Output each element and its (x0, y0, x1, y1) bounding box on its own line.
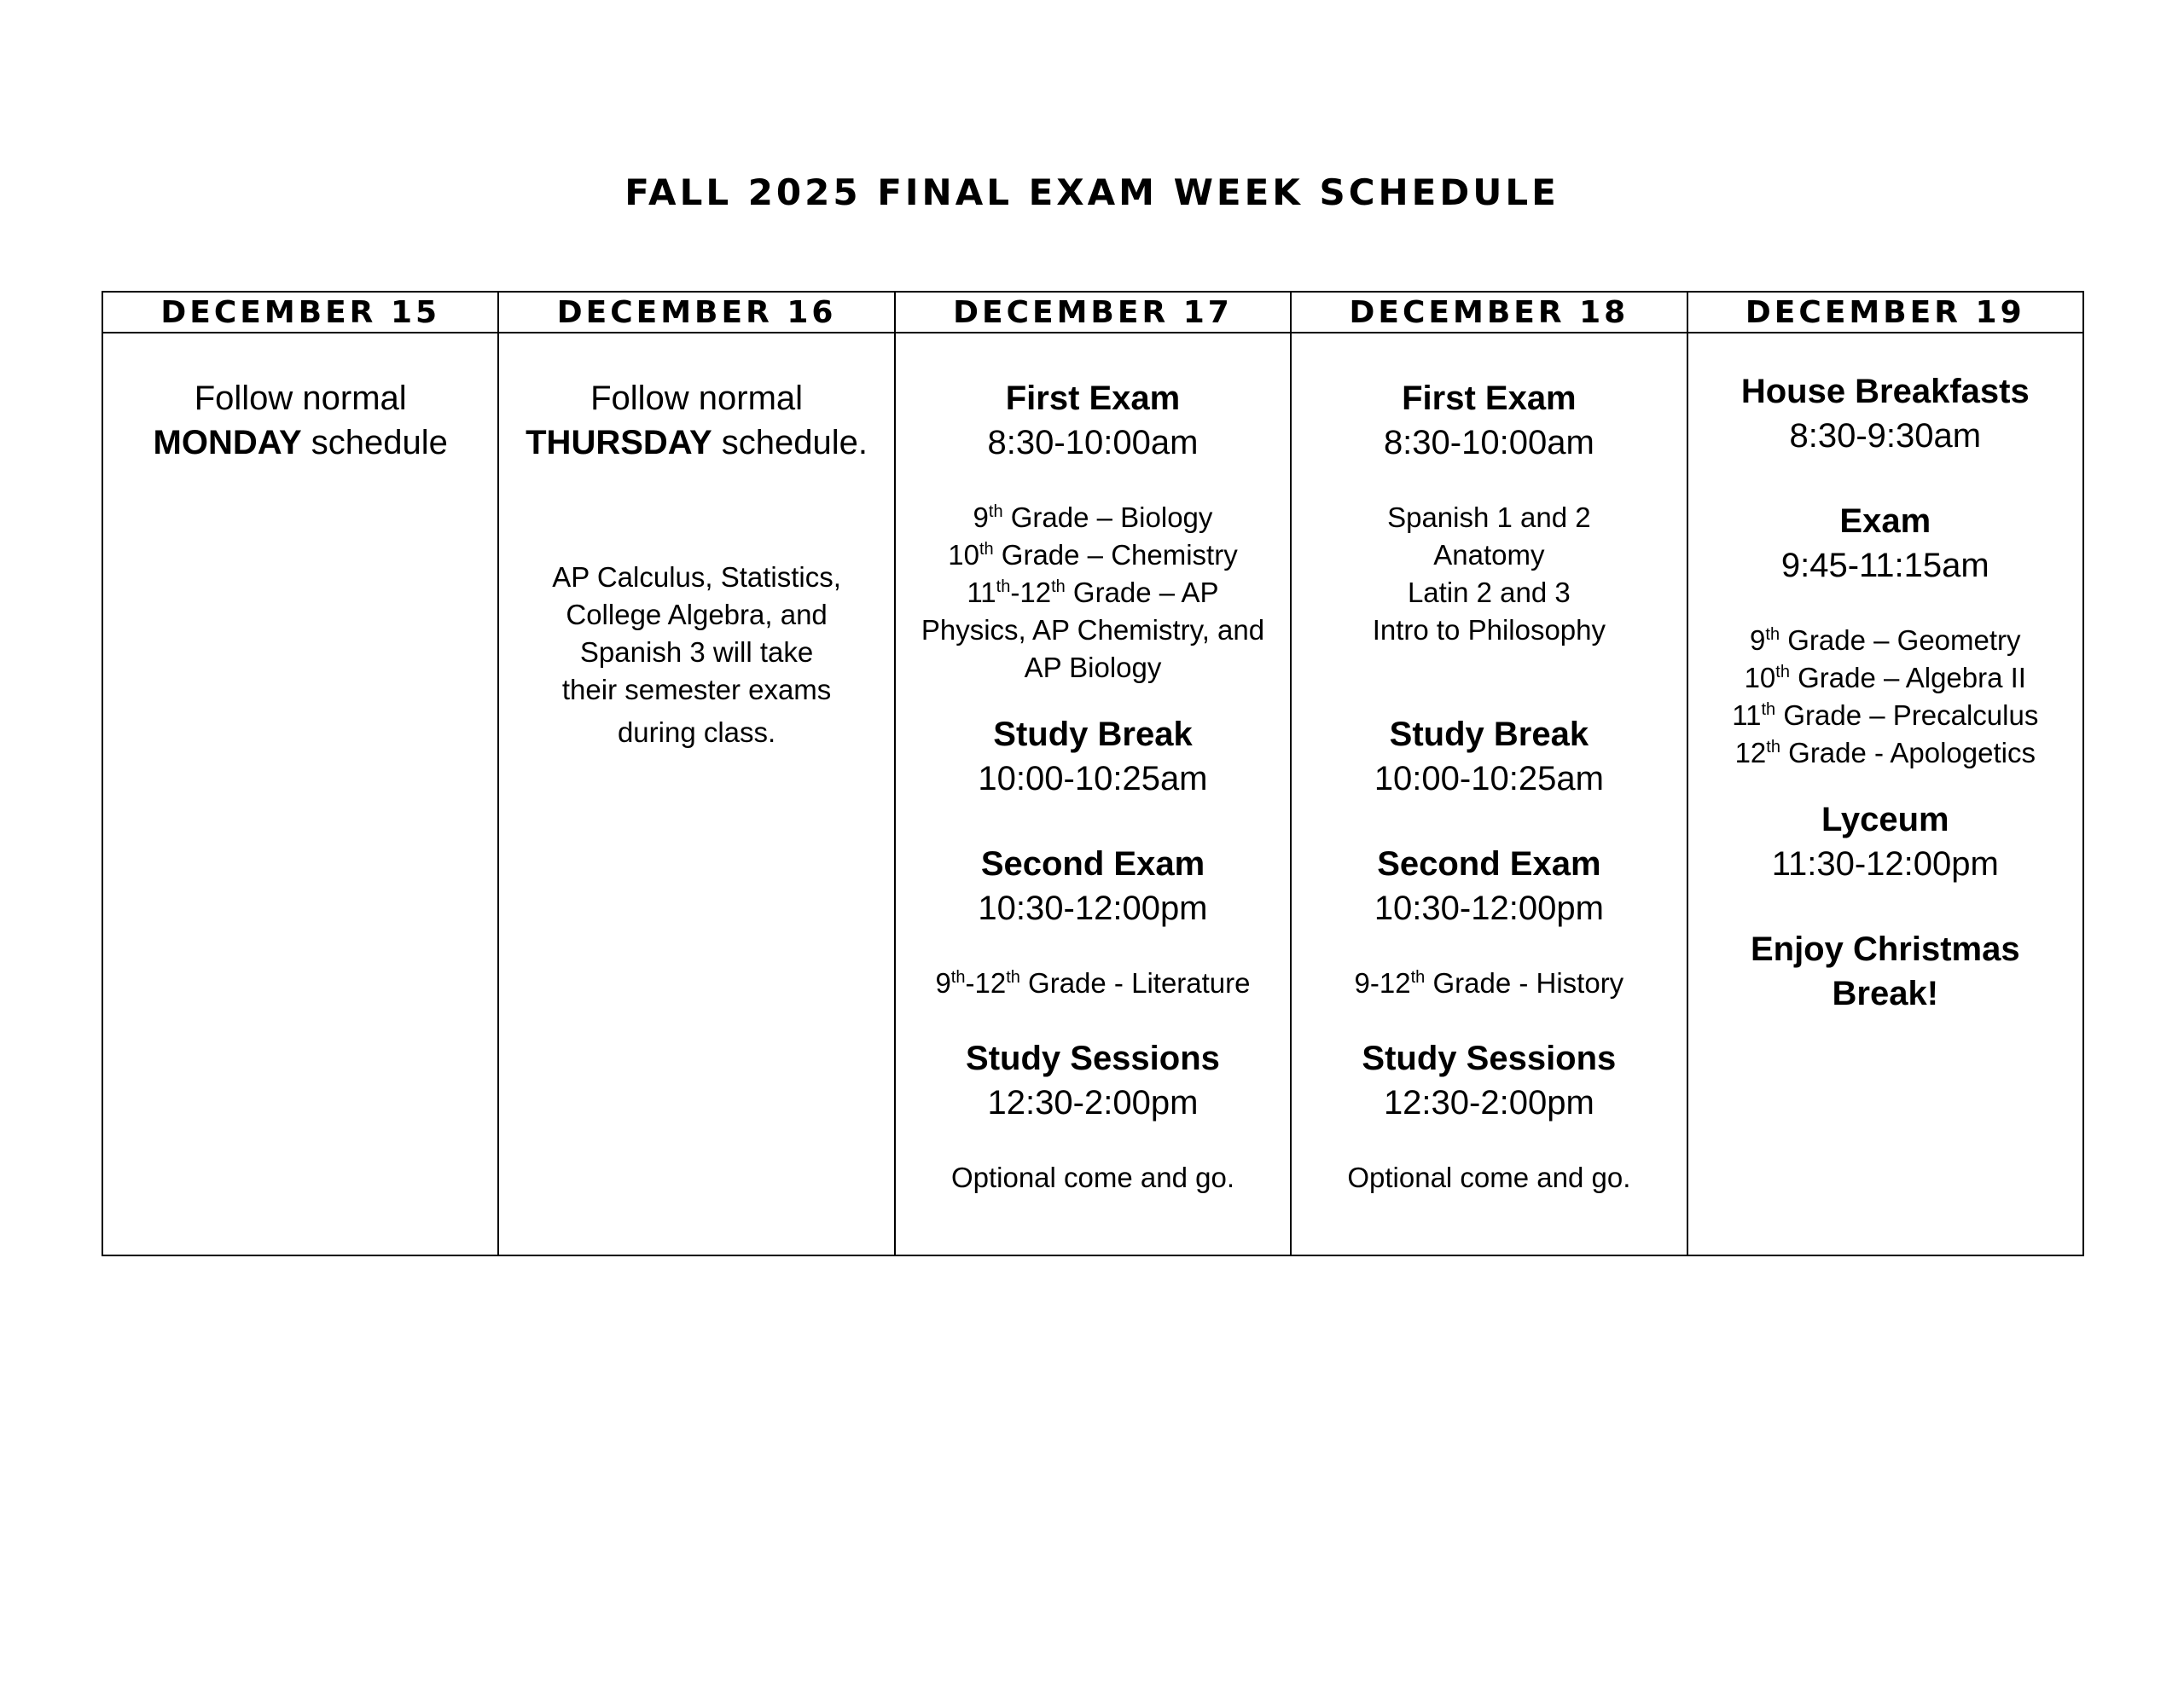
header-december-16: DECEMBER 16 (498, 292, 894, 333)
dec17-subject-11-12: 11th-12th Grade – AP (967, 577, 1219, 608)
dec18-subject-3: Latin 2 and 3 (1407, 577, 1571, 608)
dec19-breakfast-time: 8:30-9:30am (1789, 417, 1982, 455)
dec16-note-4: their semester exams (561, 674, 832, 705)
dec17-subject-line4: Physics, AP Chemistry, and (921, 614, 1265, 646)
dec17-second-exam-label: Second Exam (980, 845, 1205, 883)
dec18-second-exam-label: Second Exam (1377, 845, 1601, 883)
dec17-subject-10: 10th Grade – Chemistry (948, 539, 1238, 571)
dec17-sessions-note: Optional come and go. (950, 1162, 1234, 1193)
dec16-line2 (514, 420, 878, 465)
dec19-closing-line2: Break! (1832, 975, 1939, 1012)
dec19-subject-9: 9th Grade – Geometry (1750, 624, 2021, 656)
dec18-subject-1: Spanish 1 and 2 (1387, 501, 1591, 533)
dec18-sessions-note: Optional come and go. (1347, 1162, 1631, 1193)
dec18-study-break-time: 10:00-10:25am (1374, 760, 1604, 797)
dec18-first-exam-label: First Exam (1402, 380, 1577, 417)
dec19-closing-line1: Enjoy Christmas (1750, 930, 2020, 968)
dec19-subject-11: 11th Grade – Precalculus (1732, 699, 2039, 731)
dec18-study-sessions-label: Study Sessions (1362, 1040, 1617, 1077)
dec18-second-subject: 9-12th Grade - History (1354, 967, 1624, 999)
dec19-subject-10: 10th Grade – Algebra II (1744, 662, 2026, 693)
header-row (102, 292, 2083, 333)
cell-december-17 (895, 333, 1291, 1255)
cell-december-19 (1687, 333, 2083, 1255)
dec17-study-sessions-label: Study Sessions (966, 1040, 1220, 1077)
header-december-18: DECEMBER 18 (1291, 292, 1687, 333)
dec16-note-3: Spanish 3 will take (579, 636, 814, 668)
dec19-exam-time: 9:45-11:15am (1780, 547, 1989, 584)
dec17-study-break-time: 10:00-10:25am (978, 760, 1208, 797)
dec17-subject-line5: AP Biology (1024, 652, 1162, 683)
dec19-breakfast-label: House Breakfasts (1740, 373, 2030, 410)
header-december-15: DECEMBER 15 (102, 292, 498, 333)
dec19-lyceum-label: Lyceum (1821, 801, 1949, 838)
dec16-line1: Follow normal (590, 380, 804, 417)
cell-december-15 (102, 333, 498, 1255)
header-december-17: DECEMBER 17 (895, 292, 1291, 333)
dec18-second-exam-time: 10:30-12:00pm (1374, 890, 1604, 927)
dec17-study-break-label: Study Break (993, 716, 1193, 753)
dec16-rest: schedule. (712, 424, 868, 461)
dec18-first-exam-time: 8:30-10:00am (1383, 424, 1594, 461)
dec18-subject-4: Intro to Philosophy (1372, 614, 1606, 646)
dec17-second-exam-time: 10:30-12:00pm (978, 890, 1208, 927)
exam-schedule-table (102, 291, 2084, 1256)
dec18-study-sessions-time: 12:30-2:00pm (1383, 1084, 1594, 1122)
dec17-subject-9: 9th Grade – Biology (973, 501, 1213, 533)
dec15-rest: schedule (301, 424, 448, 461)
dec15-line2 (119, 420, 482, 465)
dec19-exam-label: Exam (1839, 502, 1931, 540)
dec16-note-2: College Algebra, and (566, 599, 828, 630)
dec15-line1: Follow normal (194, 380, 407, 417)
cell-december-16 (498, 333, 894, 1255)
dec18-subject-2: Anatomy (1433, 539, 1545, 571)
header-december-19: DECEMBER 19 (1687, 292, 2083, 333)
dec15-day: MONDAY (153, 424, 302, 461)
dec16-note-5: during class. (617, 716, 776, 748)
dec19-subject-12: 12th Grade - Apologetics (1734, 737, 2036, 768)
dec19-lyceum-time: 11:30-12:00pm (1771, 845, 1999, 883)
dec18-study-break-label: Study Break (1389, 716, 1589, 753)
page-title: FALL 2025 FINAL EXAM WEEK SCHEDULE (624, 171, 1560, 213)
dec17-study-sessions-time: 12:30-2:00pm (987, 1084, 1199, 1122)
schedule-row (102, 333, 2083, 1255)
dec17-first-exam-time: 8:30-10:00am (987, 424, 1199, 461)
dec16-day: THURSDAY (526, 424, 712, 461)
dec17-second-subject: 9th-12th Grade - Literature (935, 967, 1251, 999)
dec16-note-1: AP Calculus, Statistics, (552, 561, 841, 593)
dec17-first-exam-label: First Exam (1005, 380, 1181, 417)
cell-december-18 (1291, 333, 1687, 1255)
